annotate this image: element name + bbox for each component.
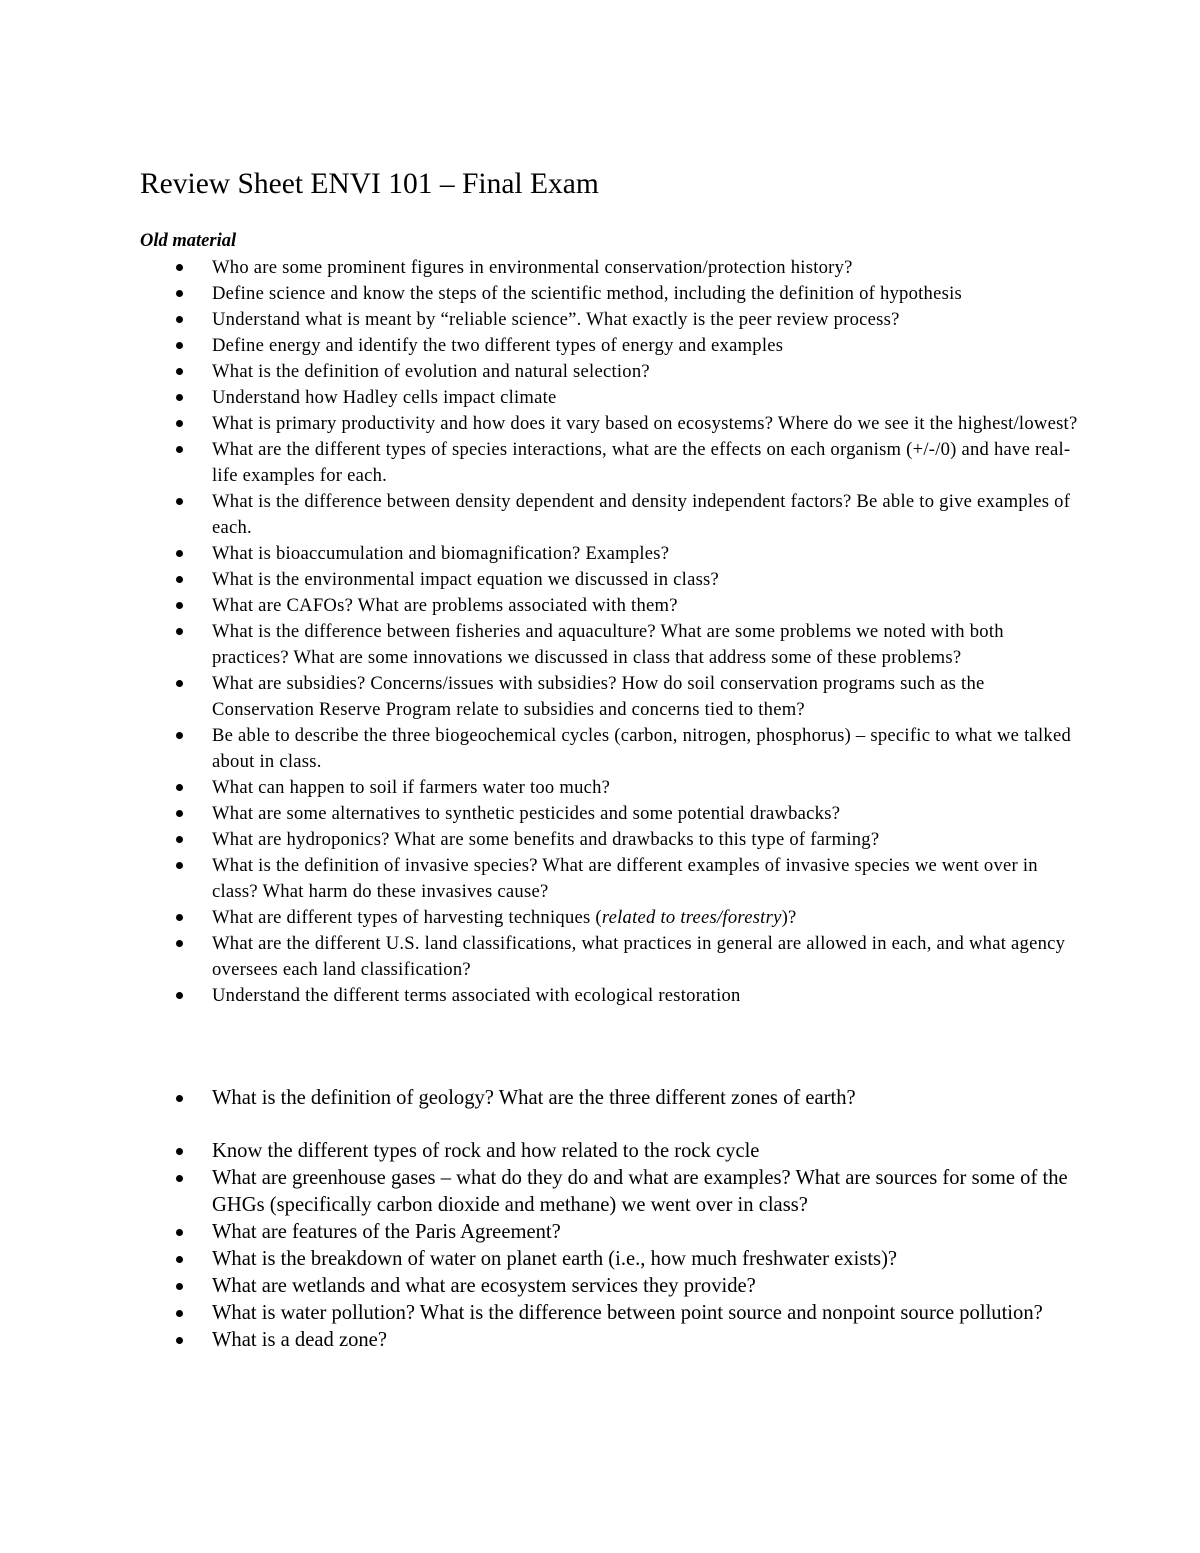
bullet-icon (176, 1229, 183, 1236)
bullet-icon (176, 1337, 183, 1344)
bullet-icon (176, 862, 183, 869)
bullet-icon (176, 446, 183, 453)
list-item-text: What are wetlands and what are ecosystem services they provide? (212, 1275, 756, 1297)
list-item-text: What are hydroponics? What are some benefits and drawbacks to this type of farming? (212, 829, 880, 850)
bullet-icon (176, 1283, 183, 1290)
bullet-icon (176, 498, 183, 505)
bullet-icon (176, 368, 183, 375)
bullet-icon (176, 628, 183, 635)
list-item-text: What are the different types of species interactions, what are the effects on each organism (+/-/0) and have real-life examples for each. (212, 439, 1071, 486)
list-item-text: What is primary productivity and how does it vary based on ecosystems? Where do we see it the highest/lowest? (212, 413, 1078, 434)
list-item-text: What can happen to soil if farmers water too much? (212, 777, 611, 798)
list-item-text: Know the different types of rock and how related to the rock cycle (212, 1140, 760, 1162)
list-item-text: What is the difference between fisheries and aquaculture? What are some problems we noted with both practices? What are some innovations we discussed in class that address some of these problems? (212, 621, 1004, 668)
list-item (0, 255, 1082, 281)
list-item-text: Understand the different terms associated with ecological restoration (212, 985, 741, 1006)
list-item-text: Be able to describe the three biogeochemical cycles (carbon, nitrogen, phosphorus) – specific to what we talked about in class. (212, 725, 1072, 772)
bullet-icon (176, 1256, 183, 1263)
list-item (0, 333, 1082, 359)
list-item-text-after: )? (781, 907, 797, 928)
list-item (0, 1273, 1082, 1300)
list-item-text: What is the definition of evolution and natural selection? (212, 361, 650, 382)
bullet-icon (176, 342, 183, 349)
list-item (0, 593, 1082, 619)
list-item-text: What is the environmental impact equation we discussed in class? (212, 569, 720, 590)
list-item (0, 1085, 1082, 1112)
list-item-text: What are the different U.S. land classifications, what practices in general are allowed in each, and what agency oversees each land classification? (212, 933, 1066, 980)
list-item (0, 411, 1082, 437)
list-item (0, 307, 1082, 333)
list-item (0, 827, 1082, 853)
review-question-list-geology (0, 1085, 1082, 1112)
list-item (0, 567, 1082, 593)
list-item (0, 775, 1082, 801)
bullet-icon (176, 680, 183, 687)
bullet-icon (176, 836, 183, 843)
list-item-text: Define science and know the steps of the scientific method, including the definition of hypothesis (212, 283, 962, 304)
list-item-text-before: What are different types of harvesting techniques ( (212, 907, 602, 928)
section-heading-old-material: Old material (140, 231, 237, 251)
list-item-text: Understand how Hadley cells impact climate (212, 387, 557, 408)
list-item (0, 1300, 1082, 1327)
bullet-icon (176, 992, 183, 999)
list-item-text: What are greenhouse gases – what do they do and what are examples? What are sources for some of the GHGs (specifically carbon dioxide and methane) we went over in class? (212, 1167, 1068, 1216)
bullet-icon (176, 1175, 183, 1182)
bullet-icon (176, 732, 183, 739)
list-item (0, 801, 1082, 827)
list-item (0, 489, 1082, 541)
bullet-icon (176, 420, 183, 427)
review-question-list (0, 255, 1082, 1009)
bullet-icon (176, 914, 183, 921)
list-item (0, 1219, 1082, 1246)
bullet-icon (176, 550, 183, 557)
list-item-text: What is bioaccumulation and biomagnification? Examples? (212, 543, 670, 564)
bullet-icon (176, 316, 183, 323)
list-item-text: What is water pollution? What is the difference between point source and nonpoint source pollution? (212, 1302, 1043, 1324)
bullet-icon (176, 576, 183, 583)
list-item (0, 671, 1082, 723)
list-item-text: What is the definition of invasive species? What are different examples of invasive species we went over in class? What harm do these invasives cause? (212, 855, 1038, 902)
list-item (0, 619, 1082, 671)
list-item (0, 723, 1082, 775)
list-item (0, 541, 1082, 567)
list-item (0, 437, 1082, 489)
list-item-text-italic: related to trees/forestry (601, 907, 782, 928)
list-item (0, 1165, 1082, 1219)
list-item-text: What are CAFOs? What are problems associated with them? (212, 595, 678, 616)
list-item-text: What are features of the Paris Agreement? (212, 1221, 561, 1243)
list-item (0, 905, 1082, 931)
list-item (0, 1246, 1082, 1273)
bullet-icon (176, 1310, 183, 1317)
list-item-text: What is the definition of geology? What are the three different zones of earth? (212, 1087, 856, 1109)
page-title: Review Sheet ENVI 101 – Final Exam (140, 168, 599, 200)
list-item-text: What are subsidies? Concerns/issues with subsidies? How do soil conservation programs such as the Conservation Reserve Program relate to subsidies and concerns tied to them? (212, 673, 985, 720)
bullet-icon (176, 602, 183, 609)
review-question-list-continued (0, 1138, 1082, 1354)
bullet-icon (176, 810, 183, 817)
bullet-icon (176, 290, 183, 297)
list-item (0, 853, 1082, 905)
list-item (0, 281, 1082, 307)
list-item (0, 359, 1082, 385)
list-item (0, 983, 1082, 1009)
list-item-text: What is a dead zone? (212, 1329, 387, 1351)
bullet-icon (176, 264, 183, 271)
list-item-text: Who are some prominent figures in environmental conservation/protection history? (212, 257, 853, 278)
bullet-icon (176, 1095, 183, 1102)
bullet-icon (176, 784, 183, 791)
list-item-text: What is the difference between density dependent and density independent factors? Be able to give examples of each. (212, 491, 1071, 538)
list-item-text: Understand what is meant by “reliable science”. What exactly is the peer review process? (212, 309, 900, 330)
list-item (0, 1138, 1082, 1165)
list-item (0, 1327, 1082, 1354)
list-item-text: What is the breakdown of water on planet earth (i.e., how much freshwater exists)? (212, 1248, 898, 1270)
list-item-text: Define energy and identify the two different types of energy and examples (212, 335, 784, 356)
list-item (0, 931, 1082, 983)
bullet-icon (176, 1148, 183, 1155)
bullet-icon (176, 394, 183, 401)
list-item (0, 385, 1082, 411)
list-item-text: What are some alternatives to synthetic pesticides and some potential drawbacks? (212, 803, 841, 824)
bullet-icon (176, 940, 183, 947)
